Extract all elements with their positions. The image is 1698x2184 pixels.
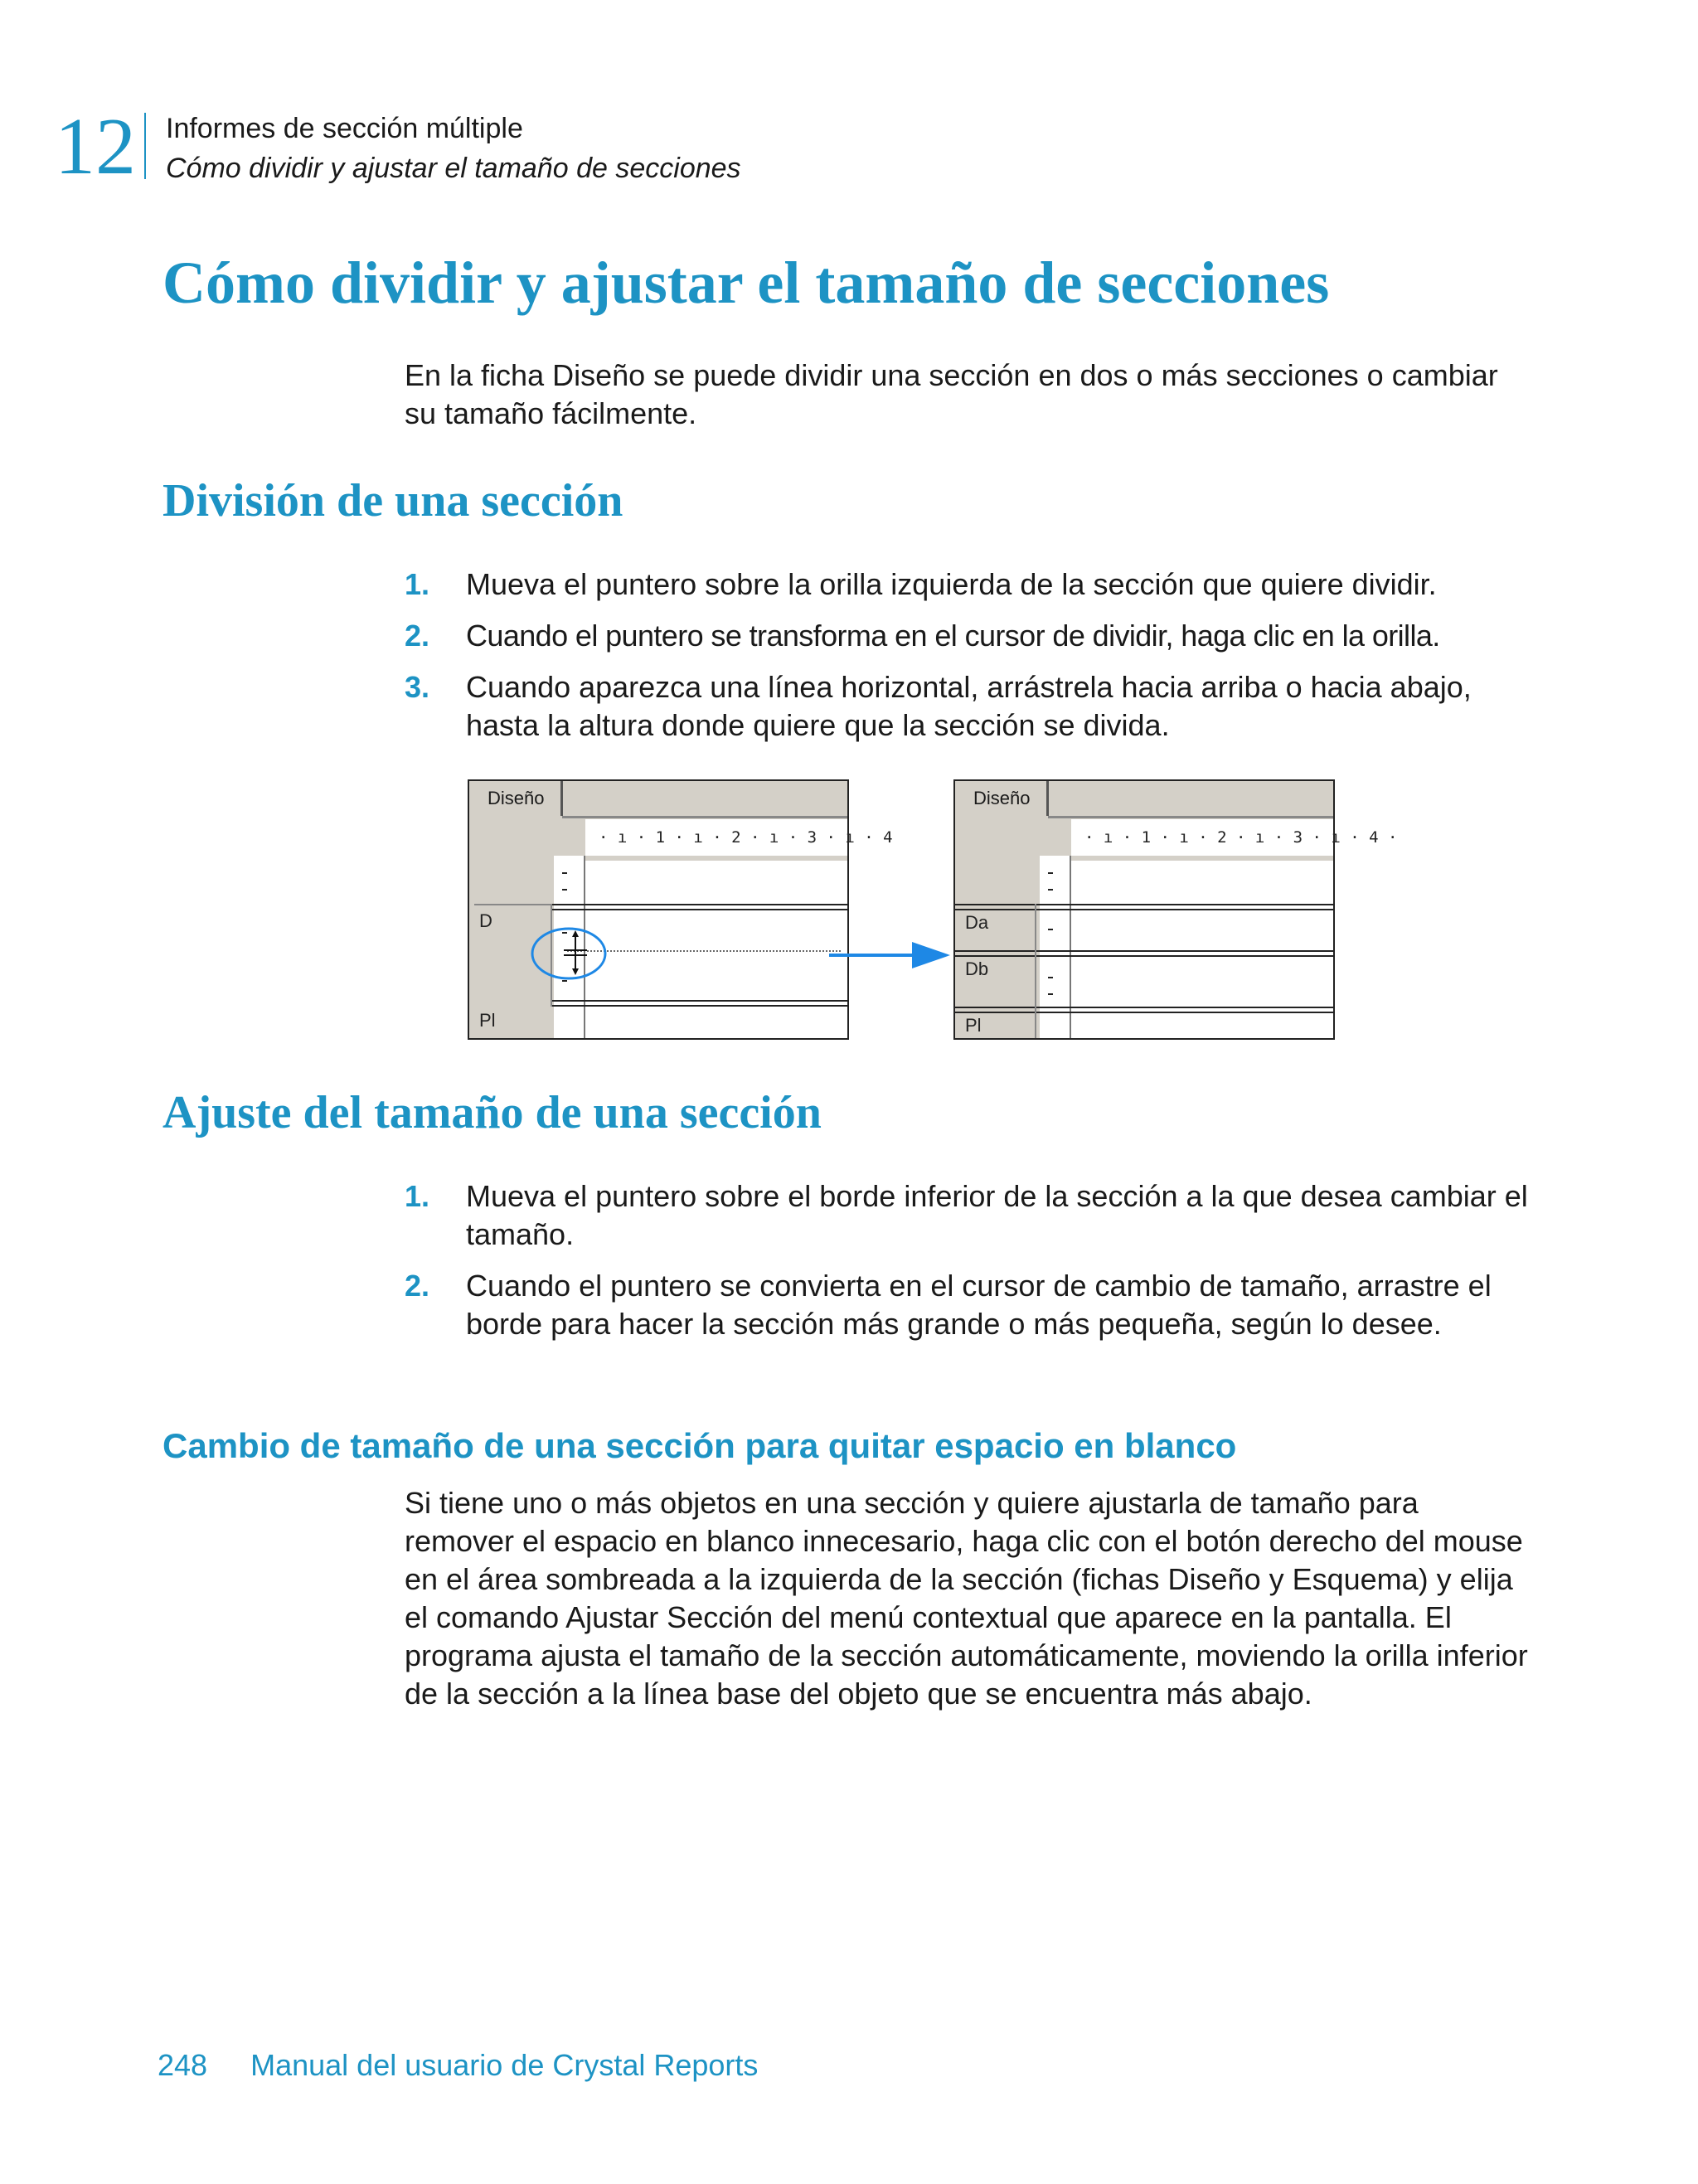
list-item — [405, 565, 1532, 604]
step-text: Cuando el puntero se transforma en el cursor de dividir, haga clic en la orilla. — [466, 619, 1440, 653]
ruler: · ı · 1 · ı · 2 · ı · 3 · ı · 4 — [585, 819, 847, 856]
book-title: Manual del usuario de Crystal Reports — [250, 2048, 759, 2082]
list-item — [405, 1267, 1532, 1343]
step-number: 1. — [405, 567, 430, 601]
page-number: 248 — [158, 2048, 208, 2082]
design-tab: Diseño — [469, 781, 563, 816]
design-area — [585, 861, 847, 1038]
intro-paragraph: En la ficha Diseño se puede dividir una sección en dos o más secciones o cambiar su tamaño fácilmente. — [405, 358, 1498, 430]
running-chapter-title: Informes de sección múltiple — [166, 113, 523, 144]
split-cursor-highlight — [527, 922, 610, 988]
running-section-title: Cómo dividir y ajustar el tamaño de secciones — [166, 153, 741, 184]
section-label: Pl — [479, 1010, 496, 1031]
step-text: Mueva el puntero sobre el borde inferior de la sección a la que desea cambiar el tamaño. — [466, 1179, 1528, 1251]
step-number: 1. — [405, 1179, 430, 1213]
whitespace-paragraph: Si tiene uno o más objetos en una sección y quiere ajustarla de tamaño para remover el espacio en blanco innecesario, haga clic con el botón derecho del mouse en el área sombreada a la izquierda de la sección (fichas Diseño y Esquema) y elija el comando Ajustar Sección del menú contextual que aparece en la pantalla. El programa ajusta el tamaño de la sección automáticamente, moviendo la orilla inferior de la sección a la línea base del objeto que se encuentra más abajo. — [405, 1486, 1528, 1711]
ruler: · ı · 1 · ı · 2 · ı · 3 · ı · 4 · — [1071, 819, 1333, 856]
list-item — [405, 617, 1532, 655]
section-label: Db — [965, 959, 989, 979]
whitespace-heading: Cambio de tamaño de una sección para quitar espacio en blanco — [163, 1426, 1237, 1465]
resize-steps — [405, 1177, 1532, 1357]
ruler-vertical — [1040, 856, 1070, 1038]
highlight-circle-icon — [532, 929, 605, 978]
step-number: 3. — [405, 670, 430, 704]
section-label: Da — [965, 912, 989, 933]
split-steps — [405, 565, 1532, 758]
chapter-number: 12 — [55, 102, 136, 192]
chapter-divider — [144, 113, 146, 179]
list-item — [405, 1177, 1532, 1254]
split-after-screenshot — [953, 779, 1398, 1040]
step-text: Cuando aparezca una línea horizontal, arrástrela hacia arriba o hacia abajo, hasta la altura donde quiere que la sección se divida. — [466, 670, 1472, 742]
page-title: Cómo dividir y ajustar el tamaño de secciones — [163, 250, 1330, 316]
step-number: 2. — [405, 619, 430, 653]
page-footer — [158, 2048, 758, 2083]
arrow-right-icon — [826, 939, 958, 972]
split-heading: División de una sección — [163, 475, 623, 527]
split-before-screenshot — [468, 779, 893, 1040]
resize-heading: Ajuste del tamaño de una sección — [163, 1087, 822, 1138]
step-text: Mueva el puntero sobre la orilla izquierda de la sección que quiere dividir. — [466, 567, 1437, 601]
design-tab: Diseño — [955, 781, 1049, 816]
split-cursor-icon — [564, 930, 587, 975]
step-number: 2. — [405, 1269, 430, 1303]
step-text: Cuando el puntero se convierta en el cursor de cambio de tamaño, arrastre el borde para hacer la sección más grande o más pequeña, según lo desee. — [466, 1269, 1492, 1341]
section-label: D — [479, 910, 492, 931]
list-item — [405, 668, 1532, 745]
section-label: Pl — [965, 1015, 982, 1036]
